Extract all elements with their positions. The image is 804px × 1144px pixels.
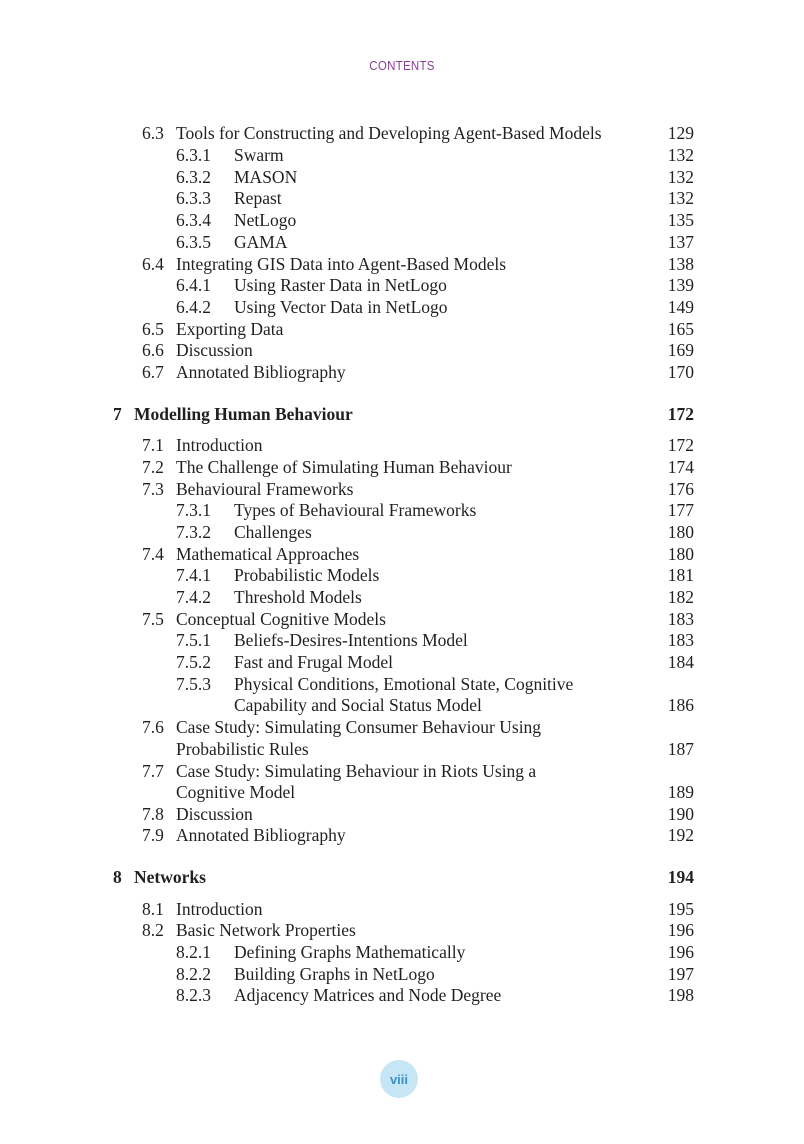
toc-entry-page: 189	[667, 782, 694, 802]
toc-entry-title: Building Graphs in NetLogo	[234, 964, 435, 984]
toc-entry-title: Physical Conditions, Emotional State, Cognitive	[234, 674, 574, 694]
toc-entry-title: Discussion	[176, 340, 253, 360]
toc-entry-title: Behavioural Frameworks	[176, 479, 354, 499]
toc-entry[interactable]	[0, 608, 804, 630]
toc-entry-number: 7.3.1	[176, 500, 211, 520]
toc-entry[interactable]	[0, 919, 804, 941]
toc-entry-number: 7.3	[142, 479, 164, 499]
toc-entry[interactable]	[0, 209, 804, 231]
toc-entry-title: Case Study: Simulating Consumer Behaviour Using	[176, 717, 542, 737]
running-head: CONTENTS	[369, 59, 435, 73]
toc-entry-number: 8	[113, 867, 122, 887]
toc-entry[interactable]	[0, 231, 804, 253]
page-number-badge: viii	[380, 1060, 418, 1098]
toc-entry-number: 7.5	[142, 609, 164, 629]
toc-entry-title: Capability and Social Status Model	[234, 695, 482, 715]
toc-chapter-entry[interactable]	[0, 866, 804, 888]
toc-entry-number: 7.6	[142, 717, 164, 737]
toc-entry-page: 132	[667, 188, 694, 208]
toc-entry-title: Types of Behavioural Frameworks	[234, 500, 477, 520]
toc-entry-title: Annotated Bibliography	[176, 362, 346, 382]
toc-entry-title: Mathematical Approaches	[176, 544, 360, 564]
toc-chapter-entry[interactable]	[0, 403, 804, 425]
toc-entry-title: Probabilistic Rules	[176, 739, 309, 759]
toc-entry-page: 176	[667, 479, 694, 499]
toc-entry[interactable]	[0, 456, 804, 478]
toc-entry[interactable]	[0, 144, 804, 166]
toc-entry-title: MASON	[234, 167, 298, 187]
toc-entry-number: 7.4.1	[176, 565, 211, 585]
toc-entry-number: 7.4.2	[176, 587, 211, 607]
toc-entry-title: Beliefs-Desires-Intentions Model	[234, 630, 468, 650]
toc-entry-number: 8.2.2	[176, 964, 211, 984]
toc-entry-number: 6.3.4	[176, 210, 211, 230]
toc-entry-title: Probabilistic Models	[234, 565, 380, 585]
toc-entry-number: 7.5.3	[176, 674, 211, 694]
toc-entry-page: 180	[667, 544, 694, 564]
toc-entry[interactable]	[0, 274, 804, 296]
toc-entry-title: Defining Graphs Mathematically	[234, 942, 466, 962]
toc-entry[interactable]	[0, 716, 804, 738]
toc-entry[interactable]	[0, 296, 804, 318]
toc-entry-number: 6.3.2	[176, 167, 211, 187]
toc-entry-page: 132	[667, 167, 694, 187]
toc-entry-page: 139	[667, 275, 694, 295]
toc-entry-page: 132	[667, 145, 694, 165]
toc-entry-page: 138	[667, 254, 694, 274]
toc-entry-number: 7.9	[142, 825, 164, 845]
toc-entry-title: Annotated Bibliography	[176, 825, 346, 845]
toc-entry[interactable]	[0, 434, 804, 456]
toc-entry-number: 7.4	[142, 544, 164, 564]
toc-entry-page: 184	[667, 652, 694, 672]
toc-entry-title: Cognitive Model	[176, 782, 296, 802]
toc-entry-page: 149	[667, 297, 694, 317]
toc-entry-number: 8.2	[142, 920, 164, 940]
toc-entry-number: 6.3	[142, 123, 164, 143]
toc-entry-title: Using Raster Data in NetLogo	[234, 275, 447, 295]
toc-entry-title: Challenges	[234, 522, 312, 542]
toc-entry-number: 7.5.2	[176, 652, 211, 672]
toc-entry-number: 6.7	[142, 362, 164, 382]
toc-entry[interactable]	[0, 253, 804, 275]
toc-entry-title: Modelling Human Behaviour	[134, 404, 353, 424]
toc-entry-title: Networks	[134, 867, 206, 887]
toc-entry[interactable]	[0, 564, 804, 586]
toc-entry-number: 7	[113, 404, 122, 424]
toc-entry-title: Adjacency Matrices and Node Degree	[234, 985, 502, 1005]
toc-entry-title: Case Study: Simulating Behaviour in Riots Using a	[176, 761, 537, 781]
toc-entry-number: 8.2.1	[176, 942, 211, 962]
toc-entry-title: GAMA	[234, 232, 288, 252]
toc-entry[interactable]	[0, 651, 804, 673]
toc-entry-title: Tools for Constructing and Developing Agent-Based Models	[176, 123, 602, 143]
toc-entry[interactable]	[0, 984, 804, 1006]
toc-entry-page: 198	[667, 985, 694, 1005]
toc-entry-page: 181	[667, 565, 694, 585]
toc-entry-page: 192	[667, 825, 694, 845]
toc-entry[interactable]	[0, 803, 804, 825]
toc-entry-page: 172	[667, 435, 694, 455]
toc-entry[interactable]	[0, 941, 804, 963]
toc-entry[interactable]	[0, 963, 804, 985]
toc-entry-title: Using Vector Data in NetLogo	[234, 297, 448, 317]
toc-entry[interactable]	[0, 824, 804, 846]
toc-entry-number: 7.7	[142, 761, 164, 781]
toc-entry-page: 165	[667, 319, 694, 339]
toc-entry-title: Threshold Models	[234, 587, 362, 607]
toc-entry-title: Conceptual Cognitive Models	[176, 609, 386, 629]
toc-entry[interactable]	[0, 629, 804, 651]
toc-entry-number: 6.5	[142, 319, 164, 339]
toc-entry-page: 170	[667, 362, 694, 382]
toc-entry-title: Repast	[234, 188, 282, 208]
toc-entry-title: NetLogo	[234, 210, 297, 230]
toc-entry-number: 6.4	[142, 254, 164, 274]
toc-entry-page: 135	[667, 210, 694, 230]
toc-entry-title: Fast and Frugal Model	[234, 652, 393, 672]
toc-entry-page: 190	[667, 804, 694, 824]
toc-entry-page: 177	[667, 500, 694, 520]
toc-entry-page: 196	[667, 942, 694, 962]
toc-entry-page: 194	[667, 867, 694, 887]
toc-entry-page: 187	[667, 739, 694, 759]
toc-entry[interactable]	[0, 694, 804, 716]
toc-entry[interactable]	[0, 586, 804, 608]
toc-entry-number: 7.5.1	[176, 630, 211, 650]
toc-entry-page: 129	[667, 123, 694, 143]
toc-entry-number: 7.8	[142, 804, 164, 824]
toc-entry-title: Integrating GIS Data into Agent-Based Models	[176, 254, 507, 274]
toc-entry[interactable]	[0, 673, 804, 695]
toc-entry-page: 186	[667, 695, 694, 715]
toc-entry-page: 195	[667, 899, 694, 919]
toc-entry-page: 196	[667, 920, 694, 940]
toc-entry-title: Exporting Data	[176, 319, 284, 339]
toc-entry[interactable]	[0, 339, 804, 361]
toc-entry-number: 6.3.1	[176, 145, 211, 165]
toc-entry-page: 137	[667, 232, 694, 252]
toc-entry[interactable]	[0, 521, 804, 543]
toc-entry-number: 7.1	[142, 435, 164, 455]
toc-entry-number: 7.3.2	[176, 522, 211, 542]
toc-entry-title: Introduction	[176, 435, 263, 455]
toc-entry[interactable]	[0, 318, 804, 340]
toc-entry[interactable]	[0, 781, 804, 803]
toc-entry-page: 180	[667, 522, 694, 542]
toc-entry-number: 6.4.1	[176, 275, 211, 295]
toc-entry-page: 169	[667, 340, 694, 360]
toc-entry-title: Basic Network Properties	[176, 920, 356, 940]
toc-entry-page: 172	[667, 404, 694, 424]
toc-entry-number: 6.3.5	[176, 232, 211, 252]
toc-entry-title: The Challenge of Simulating Human Behaviour	[176, 457, 512, 477]
toc-entry-page: 197	[667, 964, 694, 984]
toc-entry-number: 6.3.3	[176, 188, 211, 208]
toc-entry-number: 6.6	[142, 340, 164, 360]
toc-entry[interactable]	[0, 898, 804, 920]
toc-entry-page: 182	[667, 587, 694, 607]
toc-entry-title: Introduction	[176, 899, 263, 919]
toc-entry-number: 6.4.2	[176, 297, 211, 317]
toc-entry-title: Swarm	[234, 145, 284, 165]
toc-entry[interactable]	[0, 361, 804, 383]
toc-entry[interactable]	[0, 122, 804, 144]
toc-entry[interactable]	[0, 187, 804, 209]
toc-entry-number: 8.1	[142, 899, 164, 919]
toc-entry-page: 183	[667, 630, 694, 650]
toc-entry-title: Discussion	[176, 804, 253, 824]
toc-entry-number: 7.2	[142, 457, 164, 477]
toc-entry-page: 174	[667, 457, 694, 477]
toc-entry[interactable]	[0, 738, 804, 760]
toc-entry-number: 8.2.3	[176, 985, 211, 1005]
toc-entry[interactable]	[0, 543, 804, 565]
toc-entry[interactable]	[0, 166, 804, 188]
toc-entry[interactable]	[0, 478, 804, 500]
toc-entry[interactable]	[0, 760, 804, 782]
toc-entry-page: 183	[667, 609, 694, 629]
toc-entry[interactable]	[0, 499, 804, 521]
